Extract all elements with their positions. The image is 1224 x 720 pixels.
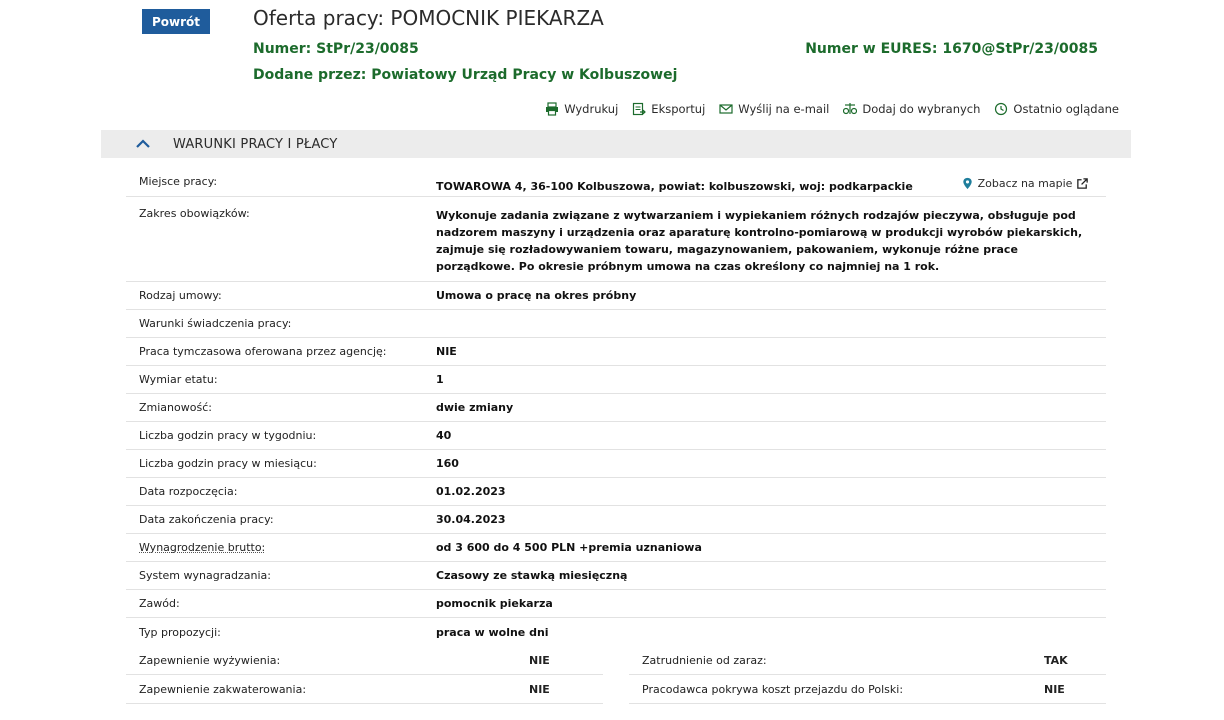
row-label: Zapewnienie zakwaterowania: xyxy=(139,682,307,696)
recent-label: Ostatnio oglądane xyxy=(1013,102,1119,116)
row-label: Typ propozycji: xyxy=(139,625,221,639)
favorites-button[interactable] xyxy=(843,102,980,116)
row-value xyxy=(436,175,1106,195)
action-toolbar xyxy=(545,102,1119,116)
section-title: WARUNKI PRACY I PŁACY xyxy=(173,136,338,152)
page-title: Oferta pracy: POMOCNIK PIEKARZA xyxy=(253,6,604,30)
added-by-label: Dodane przez: xyxy=(253,67,367,83)
external-link-icon xyxy=(1076,177,1089,190)
row-value: 40 xyxy=(436,429,452,442)
row-value: 01.02.2023 xyxy=(436,485,506,498)
row-value: 160 xyxy=(436,457,459,470)
row-label: Wymiar etatu: xyxy=(139,373,218,386)
favorites-label: Dodaj do wybranych xyxy=(862,102,981,116)
export-button[interactable] xyxy=(632,102,705,116)
map-link[interactable] xyxy=(961,175,1090,192)
offer-number xyxy=(253,41,419,57)
row-label: Pracodawca pokrywa koszt przejazdu do Polski: xyxy=(642,682,904,696)
row-label: Zatrudnienie od zaraz: xyxy=(642,653,767,667)
scales-icon xyxy=(843,102,857,116)
row-label: Liczba godzin pracy w tygodniu: xyxy=(139,429,317,442)
salary-label-tooltip[interactable]: Wynagrodzenie brutto: xyxy=(139,541,266,554)
email-button[interactable] xyxy=(719,102,829,116)
row-value: Wykonuje zadania związane z wytwarzaniem i wypiekaniem różnych rodzajów pieczywa, obsługuje pod nadzorem maszyny i urządzenia oraz aparaturę kontrolno-pomiarową w produkcji wyrobów piekarskich, zajmuje się rozładowywaniem towaru, magazynowaniem, pakowaniem, wykonuje różne prace porządkowe. Po okresie próbnym umowa na czas określony co najmniej na 1 rok. xyxy=(436,209,1083,273)
table-row xyxy=(126,366,1106,394)
table-row xyxy=(126,590,1106,618)
right-column xyxy=(629,646,1106,704)
row-value: praca w wolne dni xyxy=(436,625,549,639)
row-value: dwie zmiany xyxy=(436,401,514,414)
row-value: NIE xyxy=(1044,682,1065,696)
table-row xyxy=(126,310,1106,338)
row-label xyxy=(126,541,436,554)
row-label: Zakres obowiązków: xyxy=(139,207,250,220)
row-value: Umowa o pracę na okres próbny xyxy=(436,289,637,302)
map-pin-icon xyxy=(961,177,974,190)
row-label: Zapewnienie wyżywienia: xyxy=(139,653,281,667)
row-label: Zmianowość: xyxy=(139,401,212,414)
table-row xyxy=(126,534,1106,562)
row-label: Liczba godzin pracy w miesiącu: xyxy=(139,457,317,470)
offer-number-value: StPr/23/0085 xyxy=(316,41,419,57)
left-column xyxy=(126,646,603,704)
table-row xyxy=(126,167,1106,197)
print-label: Wydrukuj xyxy=(564,102,619,116)
row-label: Data zakończenia pracy: xyxy=(139,513,274,526)
table-row xyxy=(126,394,1106,422)
row-label: Praca tymczasowa oferowana przez agencję: xyxy=(139,345,387,358)
back-button[interactable]: Powrót xyxy=(142,9,210,34)
row-label: Data rozpoczęcia: xyxy=(139,485,238,498)
table-row xyxy=(126,450,1106,478)
table-row xyxy=(126,562,1106,590)
export-icon xyxy=(632,102,646,116)
recent-button[interactable] xyxy=(994,102,1119,116)
row-label: Miejsce pracy: xyxy=(139,175,218,188)
table-row xyxy=(126,478,1106,506)
table-row xyxy=(126,282,1106,310)
offer-number-label: Numer: xyxy=(253,41,312,57)
map-link-label: Zobacz na mapie xyxy=(977,177,1073,190)
added-by-value: Powiatowy Urząd Pracy w Kolbuszowej xyxy=(371,67,678,83)
eures-number xyxy=(805,41,1098,57)
clock-icon xyxy=(994,102,1008,116)
row-label: Warunki świadczenia pracy: xyxy=(139,317,292,330)
location-value: TOWAROWA 4, 36-100 Kolbuszowa, powiat: kolbuszowski, woj: podkarpackie xyxy=(436,180,913,193)
row-label: System wynagradzania: xyxy=(139,569,271,582)
table-row xyxy=(629,675,1106,704)
table-row xyxy=(126,197,1106,282)
row-value: 30.04.2023 xyxy=(436,513,506,526)
details-two-column xyxy=(126,646,1106,704)
table-row xyxy=(126,646,603,675)
section-header[interactable] xyxy=(101,130,1131,158)
export-label: Eksportuj xyxy=(651,102,706,116)
row-value: Czasowy ze stawką miesięczną xyxy=(436,569,628,582)
print-button[interactable] xyxy=(545,102,618,116)
table-row xyxy=(126,675,603,704)
chevron-up-icon[interactable] xyxy=(135,136,151,152)
details-table xyxy=(126,167,1106,646)
row-value: od 3 600 do 4 500 PLN +premia uznaniowa xyxy=(436,541,702,554)
table-row xyxy=(126,506,1106,534)
table-row xyxy=(126,338,1106,366)
email-label: Wyślij na e-mail xyxy=(738,102,830,116)
row-value: NIE xyxy=(436,345,457,358)
row-value: NIE xyxy=(529,682,550,696)
row-value: 1 xyxy=(436,373,444,386)
row-value: NIE xyxy=(529,653,550,667)
row-value: pomocnik piekarza xyxy=(436,597,553,610)
printer-icon xyxy=(545,102,559,116)
row-value: TAK xyxy=(1044,653,1068,667)
added-by xyxy=(253,67,677,83)
envelope-icon xyxy=(719,102,733,116)
row-label: Rodzaj umowy: xyxy=(139,289,222,302)
table-row xyxy=(126,422,1106,450)
row-label: Zawód: xyxy=(139,597,180,610)
eures-number-value: 1670@StPr/23/0085 xyxy=(942,41,1098,57)
table-row xyxy=(126,618,1106,646)
table-row xyxy=(629,646,1106,675)
eures-number-label: Numer w EURES: xyxy=(805,41,938,57)
